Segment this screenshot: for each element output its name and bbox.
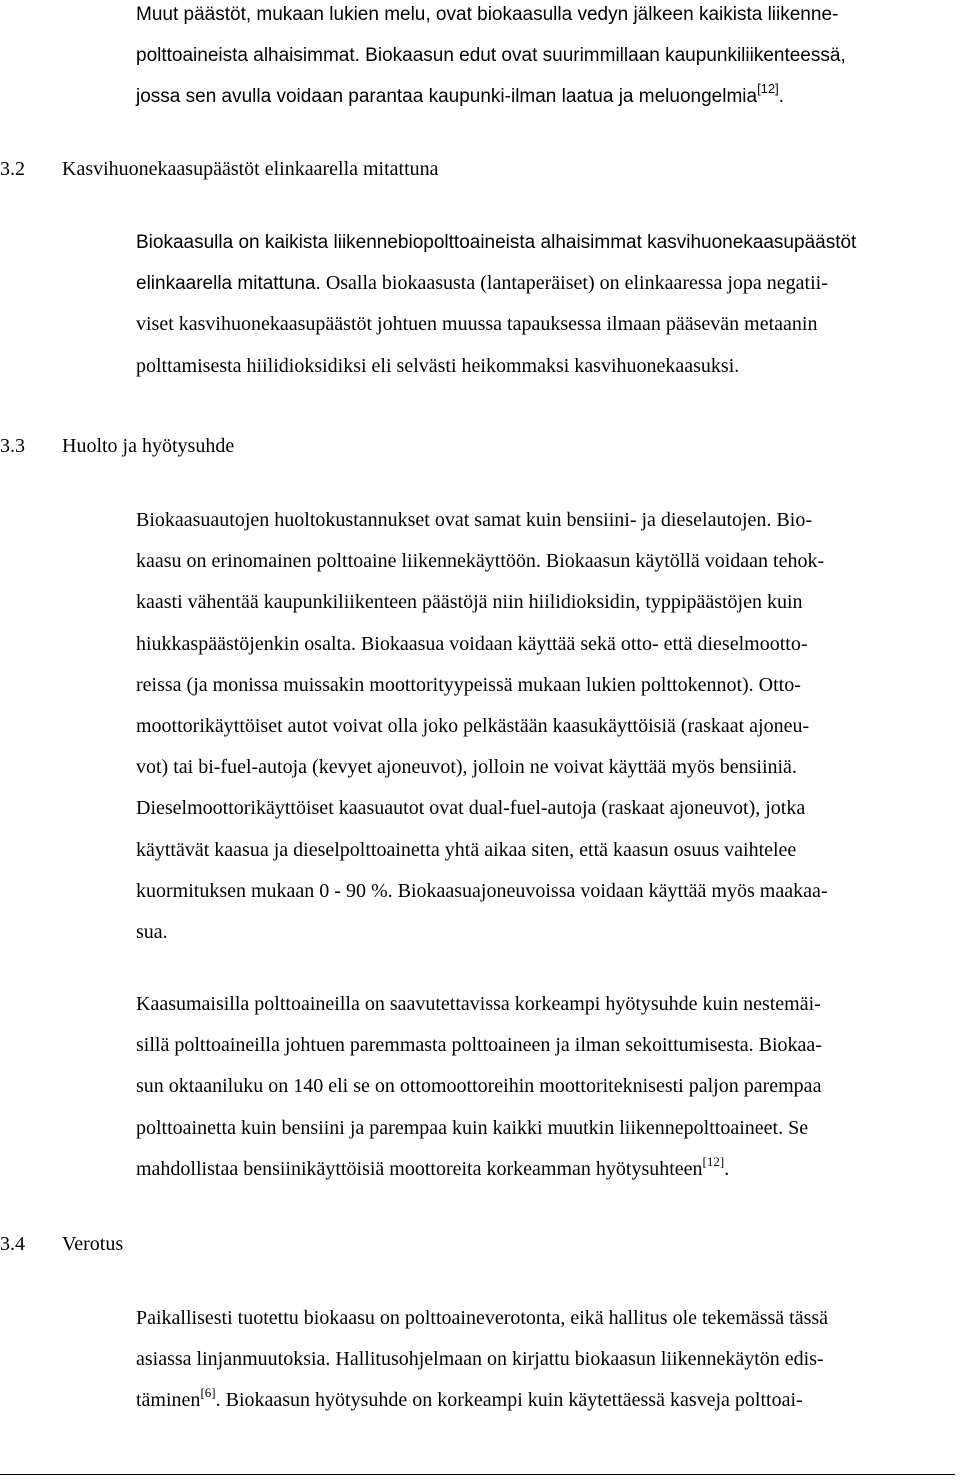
paragraph-efficiency	[136, 984, 956, 1190]
footer-divider	[0, 1474, 955, 1475]
text-line: hiukkaspäästöjenkin osalta. Biokaasua voidaan käyttää sekä otto- että dieselmootto-	[136, 632, 808, 655]
text-line: Biokaasuautojen huoltokustannukset ovat samat kuin bensiini- ja dieselautojen. Bio-	[136, 509, 812, 531]
text-line: sillä polttoaineilla johtuen paremmasta polttoaineen ja ilman sekoittumisesta. Biokaa-	[136, 1034, 822, 1057]
text-fragment: jossa sen avulla voidaan parantaa kaupunki-ilman laatua ja meluongelmia	[136, 86, 758, 108]
text-fragment: täminen	[136, 1389, 201, 1412]
section-heading-3-4	[0, 1231, 123, 1257]
section-number: 3.2	[0, 158, 25, 180]
text-line: viset kasvihuonekaasupäästöt johtuen muussa tapauksessa ilmaan pääsevän metaanin	[136, 313, 818, 336]
text-line: vot) tai bi-fuel-autoja (kevyet ajoneuvot), jolloin ne voivat käyttää myös bensiiniä.	[136, 756, 797, 779]
text-line	[136, 1149, 956, 1190]
text-fragment: .	[778, 86, 785, 108]
text-line	[136, 263, 956, 304]
citation-ref: [12]	[757, 81, 779, 97]
text-line: polttoainetta kuin bensiini ja parempaa kuin kaikki muutkin liikennepolttoaineet. Se	[136, 1116, 809, 1139]
text-line: Paikallisesti tuotettu biokaasu on polttoaineverotonta, eikä hallitus ole tekemässä tässä	[136, 1307, 829, 1329]
paragraph-maintenance	[136, 500, 956, 953]
text-line: polttamisesta hiilidioksidiksi eli selvästi heikommaksi kasvihuonekaasuksi.	[136, 354, 740, 377]
text-fragment: .	[724, 1157, 730, 1180]
section-title: Huolto ja hyötysuhde	[62, 435, 235, 457]
section-title: Kasvihuonekaasupäästöt elinkaarella mitattuna	[62, 158, 439, 180]
paragraph-taxation	[136, 1298, 956, 1422]
text-fragment: elinkaarella mitattuna.	[136, 273, 321, 295]
text-fragment: . Biokaasun hyötysuhde on korkeampi kuin käytettäessä kasveja polttoai-	[215, 1389, 803, 1412]
text-line: kaasti vähentää kaupunkiliikenteen päästöjä niin hiilidioksidin, typpipäästöjen kuin	[136, 591, 803, 614]
text-fragment: Osalla biokaasusta (lantaperäiset) on elinkaaressa jopa negatii-	[320, 272, 828, 295]
paragraph-lifecycle-emissions	[136, 222, 956, 387]
section-title: Verotus	[62, 1233, 124, 1255]
text-line: sua.	[136, 921, 168, 944]
text-line: Muut päästöt, mukaan lukien melu, ovat biokaasulla vedyn jälkeen kaikista liikenne-	[136, 4, 839, 25]
text-line: käyttävät kaasua ja dieselpolttoainetta yhtä aikaa siten, että kaasun osuus vaihtelee	[136, 838, 797, 861]
section-number: 3.3	[0, 435, 25, 457]
text-line: Kaasumaisilla polttoaineilla on saavutettavissa korkeampi hyötysuhde kuin nestemäi-	[136, 993, 821, 1015]
section-heading-3-2	[0, 156, 439, 182]
text-line: moottorikäyttöiset autot voivat olla joko pelkästään kaasukäyttöisiä (raskaat ajoneu-	[136, 715, 810, 738]
text-line	[136, 1380, 956, 1421]
text-line: sun oktaaniluku on 140 eli se on ottomoottoreihin moottoriteknisesti paljon parempaa	[136, 1075, 822, 1098]
text-line: Dieselmoottorikäyttöiset kaasuautot ovat dual-fuel-autoja (raskaat ajoneuvot), jotka	[136, 797, 806, 820]
citation-ref: [12]	[702, 1153, 725, 1169]
citation-ref: [6]	[200, 1385, 216, 1401]
text-line: kuormituksen mukaan 0 - 90 %. Biokaasuajoneuvoissa voidaan käyttää myös maakaa-	[136, 879, 828, 902]
text-line: kaasu on erinomainen polttoaine liikennekäyttöön. Biokaasun käytöllä voidaan tehok-	[136, 550, 825, 573]
section-number: 3.4	[0, 1233, 25, 1255]
text-line	[136, 76, 956, 117]
paragraph-emissions-intro	[136, 0, 956, 118]
text-line: reissa (ja monissa muissakin moottorityypeissä mukaan lukien polttokennot). Otto-	[136, 673, 801, 696]
text-line: polttoaineista alhaisimmat. Biokaasun edut ovat suurimmillaan kaupunkiliikenteessä,	[136, 45, 846, 67]
text-line: asiassa linjanmuutoksia. Hallitusohjelmaan on kirjattu biokaasun liikennekäytön edis-	[136, 1348, 824, 1371]
section-heading-3-3	[0, 433, 234, 459]
text-fragment: mahdollistaa bensiinikäyttöisiä moottoreita korkeamman hyötysuhteen	[136, 1157, 703, 1180]
text-line: Biokaasulla on kaikista liikennebiopolttoaineista alhaisimmat kasvihuonekaasupäästöt	[136, 232, 857, 253]
